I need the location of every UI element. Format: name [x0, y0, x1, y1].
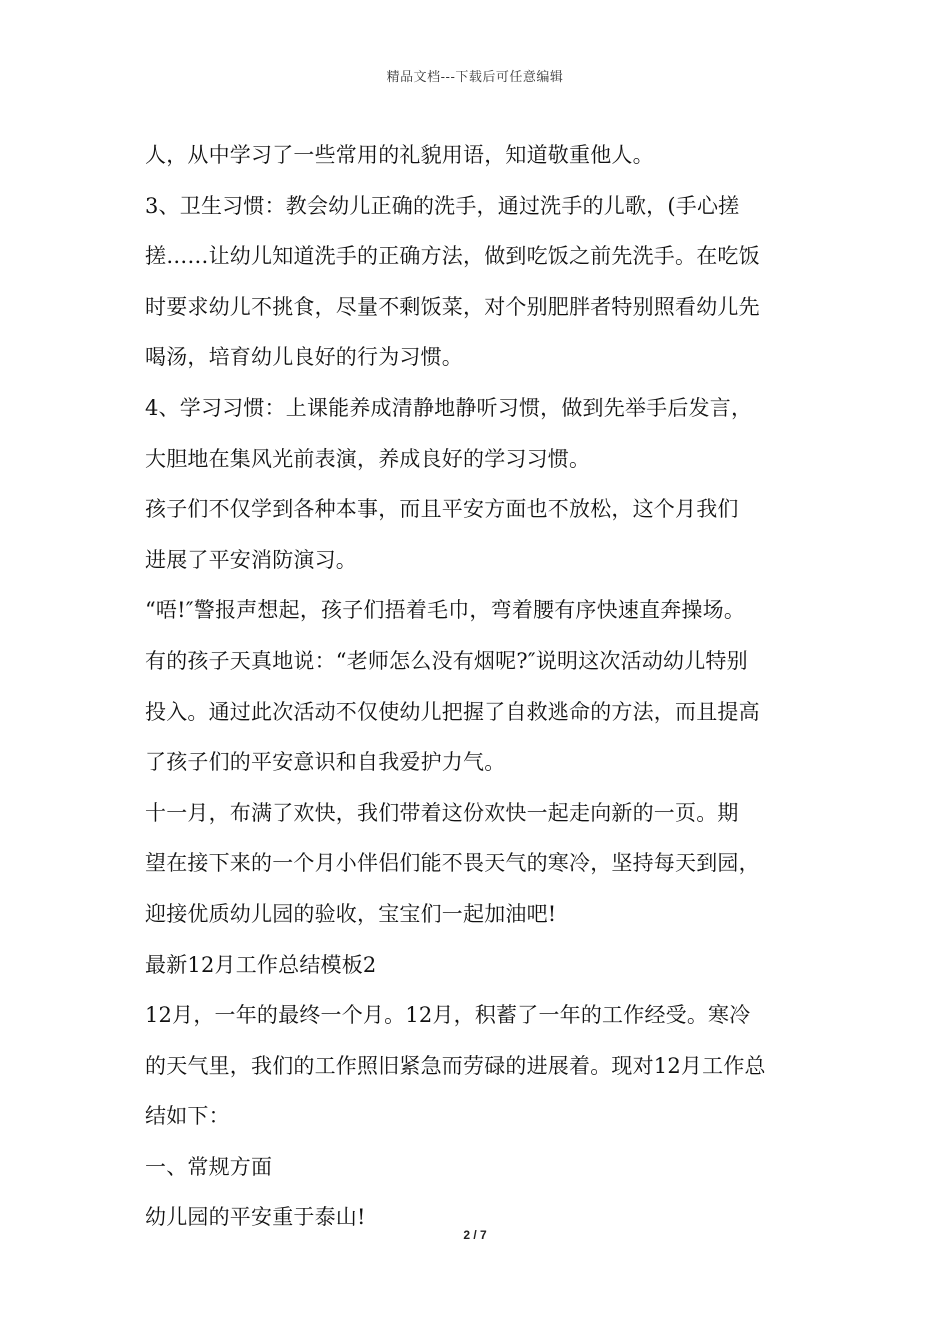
text-line: 3、卫生习惯：教会幼儿正确的洗手，通过洗手的儿歌，(手心搓 — [145, 193, 740, 218]
text-line: 结如下： — [145, 1104, 230, 1129]
text-line: 12月，一年的最终一个月。12月，积蓄了一年的工作经受。寒冷 — [145, 1003, 751, 1028]
text-line: 搓……让幼儿知道洗手的正确方法，做到吃饭之前先洗手。在吃饭 — [145, 244, 760, 269]
text-line: 4、学习习惯：上课能养成清静地静听习惯，做到先举手后发言， — [145, 395, 753, 420]
text-line: 投入。通过此次活动不仅使幼儿把握了自救逃命的方法，而且提高 — [145, 699, 760, 724]
text-line: 喝汤，培育幼儿良好的行为习惯。 — [145, 345, 463, 370]
text-line: 孩子们不仅学到各种本事，而且平安方面也不放松，这个月我们 — [145, 497, 739, 522]
text-line: 时要求幼儿不挑食，尽量不剩饭菜，对个别肥胖者特别照看幼儿先 — [145, 294, 760, 319]
text-line: 十一月，布满了欢快，我们带着这份欢快一起走向新的一页。期 — [145, 800, 739, 825]
text-line: 的天气里，我们的工作照旧紧急而劳碌的进展着。现对12月工作总 — [145, 1053, 766, 1078]
text-line: 迎接优质幼儿园的验收，宝宝们一起加油吧! — [145, 901, 557, 926]
text-line: 进展了平安消防演习。 — [145, 547, 357, 572]
text-line: 一、常规方面 — [145, 1154, 273, 1179]
text-line: 望在接下来的一个月小伴侣们能不畏天气的寒冷，坚持每天到园， — [145, 851, 760, 876]
section-heading: 最新12月工作总结模板2 — [145, 952, 377, 977]
text-line: 了孩子们的平安意识和自我爱护力气。 — [145, 750, 506, 775]
page-number: 2 / 7 — [463, 1228, 487, 1242]
text-line: 大胆地在集风光前表演，养成良好的学习习惯。 — [145, 446, 591, 471]
text-line: 人，从中学习了一些常用的礼貌用语，知道敬重他人。 — [145, 143, 654, 167]
text-line: 有的孩子天真地说：“老师怎么没有烟呢?″说明这次活动幼儿特别 — [145, 648, 748, 673]
document-body — [145, 130, 810, 1243]
text-line: 幼儿园的平安重于泰山! — [145, 1205, 366, 1230]
page-header: 精品文档---下载后可任意编辑 — [386, 70, 564, 85]
text-line: “唔!″警报声想起，孩子们捂着毛巾，弯着腰有序快速直奔操场。 — [145, 598, 746, 623]
